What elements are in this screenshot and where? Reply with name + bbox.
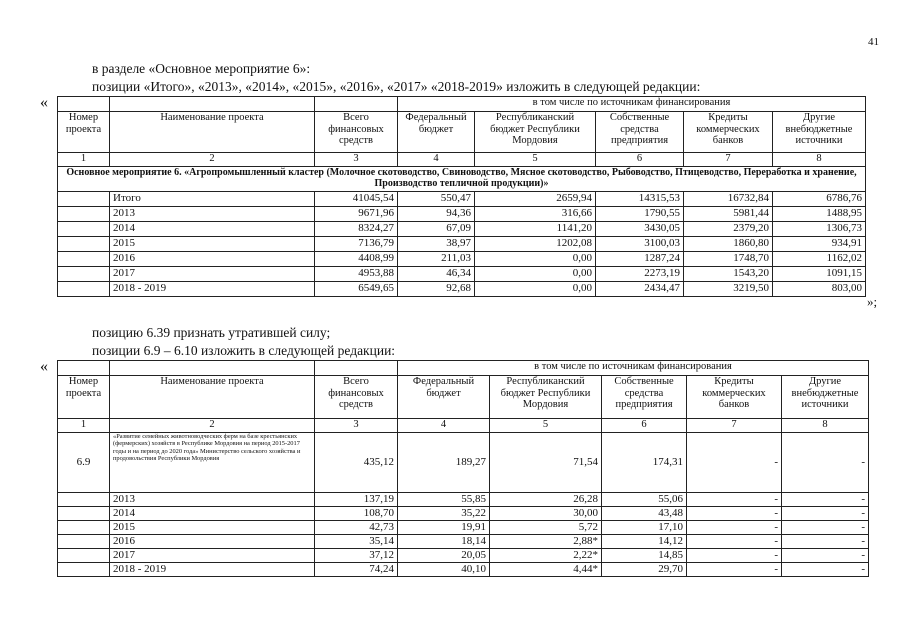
cell-republic: 30,00 xyxy=(490,507,602,521)
middle-line-2: позиции 6.9 – 6.10 изложить в следующей редакции: xyxy=(92,343,396,358)
col-num: 7 xyxy=(684,153,773,167)
header-republic: Республиканский бюджет Республики Мордовия xyxy=(490,376,602,419)
header-project-name: Наименование проекта xyxy=(110,112,315,153)
section-title: Основное мероприятие 6. «Агропромышленный кластер (Молочное скотоводство, Свиноводство, Мясное скотоводство, Рыбоводство, Птицеводство, Переработка и хранение, Производство тепличной продукции)» xyxy=(58,167,866,192)
cell-credits: 2379,20 xyxy=(684,222,773,237)
cell-federal: 55,85 xyxy=(398,493,490,507)
cell-credits: 5981,44 xyxy=(684,207,773,222)
table-row xyxy=(58,493,869,507)
col-num: 5 xyxy=(490,419,602,433)
cell-own: 14,85 xyxy=(602,549,687,563)
table-row xyxy=(58,521,869,535)
cell-own: 29,70 xyxy=(602,563,687,577)
cell-other: 1306,73 xyxy=(773,222,866,237)
table-row xyxy=(58,549,869,563)
cell-total: 74,24 xyxy=(315,563,398,577)
opening-quote-2: « xyxy=(40,358,48,375)
header-federal: Федеральный бюджет xyxy=(398,376,490,419)
cell-federal: 19,91 xyxy=(398,521,490,535)
row-name: 2018 - 2019 xyxy=(110,282,315,297)
col-num: 4 xyxy=(398,419,490,433)
cell-credits: 16732,84 xyxy=(684,192,773,207)
cell-own: 14,12 xyxy=(602,535,687,549)
cell-other: - xyxy=(782,493,869,507)
cell-republic: 26,28 xyxy=(490,493,602,507)
row-name: 2013 xyxy=(110,207,315,222)
cell-own: 43,48 xyxy=(602,507,687,521)
table-row xyxy=(58,563,869,577)
cell-republic: 4,44* xyxy=(490,563,602,577)
cell-credits: - xyxy=(687,507,782,521)
header-project-no: Номер проекта xyxy=(58,112,110,153)
header-total: Всего финансовых средств xyxy=(315,376,398,419)
cell-federal: 189,27 xyxy=(398,433,490,493)
cell-total: 7136,79 xyxy=(315,237,398,252)
row-name: 2015 xyxy=(110,237,315,252)
cell-own: 174,31 xyxy=(602,433,687,493)
project-number: 6.9 xyxy=(58,433,110,493)
header-credits: Кредиты коммерческих банков xyxy=(684,112,773,153)
cell-total: 9671,96 xyxy=(315,207,398,222)
intro-line-2: позиции «Итого», «2013», «2014», «2015», «2016», «2017» «2018-2019» изложить в следующей редакции: xyxy=(92,79,701,94)
cell-own: 1790,55 xyxy=(596,207,684,222)
row-name: 2018 - 2019 xyxy=(110,563,315,577)
cell-own: 2273,19 xyxy=(596,267,684,282)
funding-group-header: в том числе по источникам финансирования xyxy=(398,97,866,112)
cell-other: 803,00 xyxy=(773,282,866,297)
row-name: 2014 xyxy=(110,507,315,521)
header-total: Всего финансовых средств xyxy=(315,112,398,153)
cell-federal: 550,47 xyxy=(398,192,475,207)
col-num: 1 xyxy=(58,419,110,433)
cell-federal: 211,03 xyxy=(398,252,475,267)
cell-republic: 316,66 xyxy=(475,207,596,222)
header-federal: Федеральный бюджет xyxy=(398,112,475,153)
closing-quote: »; xyxy=(867,294,878,309)
col-num: 6 xyxy=(596,153,684,167)
cell-total: 435,12 xyxy=(315,433,398,493)
cell-total: 4408,99 xyxy=(315,252,398,267)
col-num: 2 xyxy=(110,153,315,167)
header-other: Другие внебюджетные источники xyxy=(773,112,866,153)
row-name: 2014 xyxy=(110,222,315,237)
header-own: Собственные средства предприятия xyxy=(596,112,684,153)
cell-other: - xyxy=(782,563,869,577)
header-row xyxy=(58,376,869,419)
cell-other: 6786,76 xyxy=(773,192,866,207)
cell-own: 1287,24 xyxy=(596,252,684,267)
col-num: 8 xyxy=(782,419,869,433)
cell-other: 1162,02 xyxy=(773,252,866,267)
financing-table-1 xyxy=(57,96,866,297)
col-num: 3 xyxy=(315,153,398,167)
cell-republic: 2,22* xyxy=(490,549,602,563)
col-num: 1 xyxy=(58,153,110,167)
cell-total: 41045,54 xyxy=(315,192,398,207)
cell-republic: 5,72 xyxy=(490,521,602,535)
header-project-no: Номер проекта xyxy=(58,376,110,419)
cell-own: 2434,47 xyxy=(596,282,684,297)
cell-republic: 0,00 xyxy=(475,252,596,267)
cell-own: 55,06 xyxy=(602,493,687,507)
table-row xyxy=(58,252,866,267)
cell-other: - xyxy=(782,521,869,535)
cell-republic: 71,54 xyxy=(490,433,602,493)
cell-federal: 38,97 xyxy=(398,237,475,252)
row-name: 2015 xyxy=(110,521,315,535)
cell-own: 3100,03 xyxy=(596,237,684,252)
table-row xyxy=(58,507,869,521)
cell-other: - xyxy=(782,549,869,563)
col-num: 5 xyxy=(475,153,596,167)
page-number: 41 xyxy=(868,36,879,48)
header-project-name: Наименование проекта xyxy=(110,376,315,419)
cell-total: 137,19 xyxy=(315,493,398,507)
cell-credits: 3219,50 xyxy=(684,282,773,297)
cell-credits: - xyxy=(687,535,782,549)
cell-federal: 20,05 xyxy=(398,549,490,563)
cell-republic: 0,00 xyxy=(475,267,596,282)
cell-own: 3430,05 xyxy=(596,222,684,237)
row-name: 2016 xyxy=(110,535,315,549)
cell-other: - xyxy=(782,433,869,493)
row-name: Итого xyxy=(110,192,315,207)
cell-federal: 92,68 xyxy=(398,282,475,297)
financing-table-2 xyxy=(57,360,869,577)
header-row xyxy=(58,112,866,153)
cell-credits: 1860,80 xyxy=(684,237,773,252)
cell-other: 934,91 xyxy=(773,237,866,252)
cell-federal: 67,09 xyxy=(398,222,475,237)
cell-republic: 1141,20 xyxy=(475,222,596,237)
cell-total: 37,12 xyxy=(315,549,398,563)
cell-republic: 2659,94 xyxy=(475,192,596,207)
col-num: 6 xyxy=(602,419,687,433)
cell-total: 6549,65 xyxy=(315,282,398,297)
table-row xyxy=(58,535,869,549)
cell-credits: - xyxy=(687,433,782,493)
project-name: «Развитие семейных животноводческих ферм на базе крестьянских (фермерских) хозяйств в Республике Мордовия на период 2015-2017 годы и на период до 2020 года» Министерство сельского хозяйства и продовольствия Республики Мордовия xyxy=(110,433,315,493)
col-num: 4 xyxy=(398,153,475,167)
col-num: 3 xyxy=(315,419,398,433)
opening-quote-1: « xyxy=(40,94,48,111)
cell-federal: 35,22 xyxy=(398,507,490,521)
cell-total: 108,70 xyxy=(315,507,398,521)
column-number-row xyxy=(58,419,869,433)
section-title-row xyxy=(58,167,866,192)
table-row xyxy=(58,267,866,282)
row-name: 2013 xyxy=(110,493,315,507)
cell-credits: 1543,20 xyxy=(684,267,773,282)
col-num: 8 xyxy=(773,153,866,167)
cell-credits: - xyxy=(687,521,782,535)
cell-federal: 40,10 xyxy=(398,563,490,577)
cell-republic: 1202,08 xyxy=(475,237,596,252)
cell-other: - xyxy=(782,507,869,521)
row-name: 2017 xyxy=(110,549,315,563)
cell-credits: - xyxy=(687,563,782,577)
header-republic: Республиканский бюджет Республики Мордовия xyxy=(475,112,596,153)
table-row xyxy=(58,222,866,237)
cell-credits: 1748,70 xyxy=(684,252,773,267)
column-number-row xyxy=(58,153,866,167)
cell-total: 8324,27 xyxy=(315,222,398,237)
table-row xyxy=(58,237,866,252)
header-group-row xyxy=(58,97,866,112)
cell-republic: 2,88* xyxy=(490,535,602,549)
cell-other: 1488,95 xyxy=(773,207,866,222)
table-row xyxy=(58,207,866,222)
cell-own: 17,10 xyxy=(602,521,687,535)
cell-other: - xyxy=(782,535,869,549)
cell-federal: 94,36 xyxy=(398,207,475,222)
middle-line-1: позицию 6.39 признать утратившей силу; xyxy=(92,325,331,340)
cell-other: 1091,15 xyxy=(773,267,866,282)
col-num: 7 xyxy=(687,419,782,433)
project-row xyxy=(58,433,869,493)
cell-credits: - xyxy=(687,549,782,563)
col-num: 2 xyxy=(110,419,315,433)
header-group-row xyxy=(58,361,869,376)
cell-federal: 18,14 xyxy=(398,535,490,549)
intro-line-1: в разделе «Основное мероприятие 6»: xyxy=(92,61,311,76)
cell-total: 4953,88 xyxy=(315,267,398,282)
header-other: Другие внебюджетные источники xyxy=(782,376,869,419)
table-row xyxy=(58,192,866,207)
cell-total: 35,14 xyxy=(315,535,398,549)
cell-republic: 0,00 xyxy=(475,282,596,297)
cell-total: 42,73 xyxy=(315,521,398,535)
row-name: 2016 xyxy=(110,252,315,267)
header-own: Собственные средства предприятия xyxy=(602,376,687,419)
cell-credits: - xyxy=(687,493,782,507)
funding-group-header: в том числе по источникам финансирования xyxy=(398,361,869,376)
cell-own: 14315,53 xyxy=(596,192,684,207)
cell-federal: 46,34 xyxy=(398,267,475,282)
header-credits: Кредиты коммерческих банков xyxy=(687,376,782,419)
row-name: 2017 xyxy=(110,267,315,282)
table-row xyxy=(58,282,866,297)
